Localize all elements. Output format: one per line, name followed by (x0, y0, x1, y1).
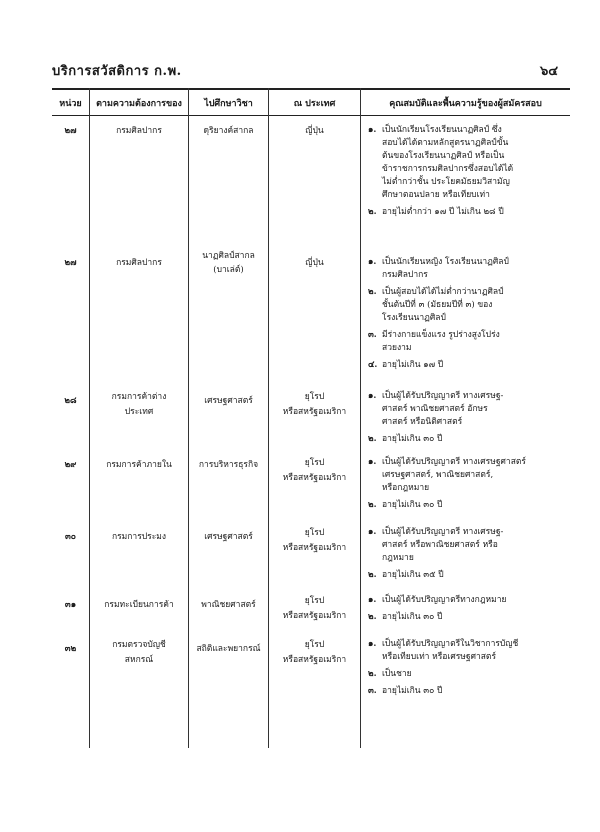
column-header-unit: หน่วย (59, 99, 82, 109)
row-country: ยุโรป หรือสหรัฐอเมริกา (282, 458, 347, 483)
column-header-qualification: คุณสมบัติและพื้นความรู้ของผู้สมัครสอบ (389, 99, 542, 109)
running-header-title: บริการสวัสดิการ ก.พ. (52, 64, 182, 79)
qualification-number: ๒. (368, 612, 377, 622)
qualification-number: ๒. (368, 500, 377, 510)
qualification-number: ๑. (368, 125, 377, 135)
qualification-text: อายุไม่ต่ำกว่า ๑๗ ปี ไม่เกิน ๒๘ ปี (382, 207, 504, 217)
column-divider (360, 88, 361, 748)
qualification-number: ๔. (368, 360, 378, 370)
row-unit: ๒๙ (64, 460, 77, 470)
qualification-number: ๒. (368, 669, 377, 679)
row-subject: พาณิชยศาสตร์ (201, 600, 256, 610)
row-department: กรมศิลปากร (116, 126, 162, 136)
row-unit: ๒๘ (64, 396, 77, 406)
qualification-number: ๒. (368, 434, 377, 444)
row-unit: ๓๒ (64, 644, 77, 654)
qualification-text: อายุไม่เกิน ๑๗ ปี (382, 360, 444, 370)
qualification-number: ๒. (368, 570, 377, 580)
qualification-item (368, 286, 570, 325)
row-subject: นาฏศิลป์สากล (บาเล่ต์) (202, 251, 255, 275)
qualification-item (368, 594, 570, 607)
column-header-department: ตามความต้องการของ (96, 99, 182, 109)
qualification-text: เป็นผู้ได้รับปริญญาตรีในวิชาการบัญชี หรือเทียบเท่า หรือเศรษฐศาสตร์ (382, 639, 519, 662)
qualification-text: อายุไม่เกิน ๓๕ ปี (382, 570, 444, 580)
qualification-text: อายุไม่เกิน ๓๐ ปี (382, 500, 443, 510)
row-department: กรมตรวจบัญชี สหกรณ์ (112, 640, 166, 665)
qualification-number: ๒. (368, 207, 377, 217)
qualification-number: ๓. (368, 330, 377, 340)
column-header-subject: ไปศึกษาวิชา (204, 99, 253, 109)
row-subject: การบริหารธุรกิจ (198, 460, 259, 470)
qualification-number: ๑. (368, 595, 377, 605)
qualification-item (368, 569, 570, 582)
row-department: กรมการค้าต่าง ประเทศ (111, 392, 167, 417)
qualification-text: เป็นนักเรียนโรงเรียนนาฏศิลป์ ซึ่ง สอบได้ได้ตามหลักสูตรนาฏศิลป์ขั้น ต้นของโรงเรียนนาฏศิลป์ หรือเป็น ข้าราชการกรมศิลปากรซึ่งสอบได้ได้ ไม่ต่ำกว่าชั้น ประโยคมัธยมวิสามัญ ศึกษาตอนปลาย หรือเทียบเท่า (382, 125, 514, 200)
qualification-text: มีร่างกายแข็งแรง รูปร่างสูงโปร่ง สวยงาม (382, 330, 500, 353)
qualification-number: ๓. (368, 686, 377, 696)
qualification-number: ๑. (368, 257, 377, 267)
row-unit: ๒๗ (64, 126, 77, 136)
qualification-text: อายุไม่เกิน ๓๐ ปี (382, 686, 443, 696)
qualification-item (368, 499, 570, 512)
qualification-number: ๑. (368, 391, 377, 401)
qualification-item (368, 638, 570, 664)
column-header-country: ณ ประเทศ (293, 99, 336, 109)
qualification-item (368, 433, 570, 446)
qualification-item (368, 329, 570, 355)
qualification-item (368, 256, 570, 282)
qualification-number: ๒. (368, 287, 377, 297)
qualification-item (368, 685, 570, 698)
qualification-text: เป็นชาย (382, 669, 412, 679)
row-subject: เศรษฐศาสตร์ (204, 532, 253, 542)
qualification-item (368, 611, 570, 624)
row-department: กรมศิลปากร (116, 258, 162, 268)
row-subject: เศรษฐศาสตร์ (204, 396, 253, 406)
qualification-item (368, 124, 570, 202)
row-country: ยุโรป หรือสหรัฐอเมริกา (282, 596, 347, 621)
qualification-text: เป็นผู้ได้รับปริญญาตรี ทางเศรษฐ- ศาสตร์ พาณิชยศาสตร์ อักษร ศาสตร์ หรือนิติศาสตร์ (382, 391, 504, 427)
qualification-text: อายุไม่เกิน ๓๐ ปี (382, 434, 443, 444)
row-unit: ๓๐ (65, 532, 76, 542)
qualification-item (368, 359, 570, 372)
qualification-item (368, 206, 570, 219)
row-country: ยุโรป หรือสหรัฐอเมริกา (282, 392, 347, 417)
row-department: กรมการประมง (111, 532, 167, 542)
qualification-item (368, 526, 570, 565)
qualification-column (368, 0, 570, 832)
qualification-text: เป็นนักเรียนหญิง โรงเรียนนาฏศิลป์ กรมศิลปากร (382, 257, 509, 280)
row-unit: ๒๗ (64, 258, 77, 268)
qualification-text: เป็นผู้ได้รับปริญญาตรี ทางเศรษฐ- ศาสตร์ หรือพาณิชยศาสตร์ หรือ กฎหมาย (382, 527, 504, 563)
qualification-text: อายุไม่เกิน ๓๐ ปี (382, 612, 443, 622)
qualification-number: ๑. (368, 527, 377, 537)
qualification-text: เป็นผู้ได้รับปริญญาตรี ทางเศรษฐศาสตร์ เศรษฐศาสตร์, พาณิชยศาสตร์, หรือกฎหมาย (382, 457, 526, 493)
qualification-text: เป็นผู้ได้รับปริญญาตรีทางกฎหมาย (382, 595, 507, 605)
page-number: ๖๔ (540, 64, 559, 79)
row-unit: ๓๑ (64, 600, 77, 610)
row-country: ยุโรป หรือสหรัฐอเมริกา (282, 640, 347, 665)
qualification-item (368, 456, 570, 495)
qualification-item (368, 668, 570, 681)
qualification-number: ๑. (368, 457, 377, 467)
row-department: กรมทะเบียนการค้า (104, 600, 174, 610)
qualification-text: เป็นผู้สอบได้ได้ไม่ต่ำกว่านาฏศิลป์ ชั้นต้นปีที่ ๓ (มัธยมปีที่ ๓) ของ โรงเรียนนาฏศิลป์ (382, 287, 504, 323)
row-country: ยุโรป หรือสหรัฐอเมริกา (282, 528, 347, 553)
qualification-item (368, 390, 570, 429)
row-country: ญี่ปุ่น (305, 258, 324, 268)
row-country: ญี่ปุ่น (305, 126, 324, 136)
qualification-number: ๑. (368, 639, 377, 649)
row-department: กรมการค้าภายใน (106, 460, 172, 470)
row-subject: ดุริยางค์สากล (203, 126, 254, 136)
row-subject: สถิติและพยากรณ์ (196, 644, 261, 654)
